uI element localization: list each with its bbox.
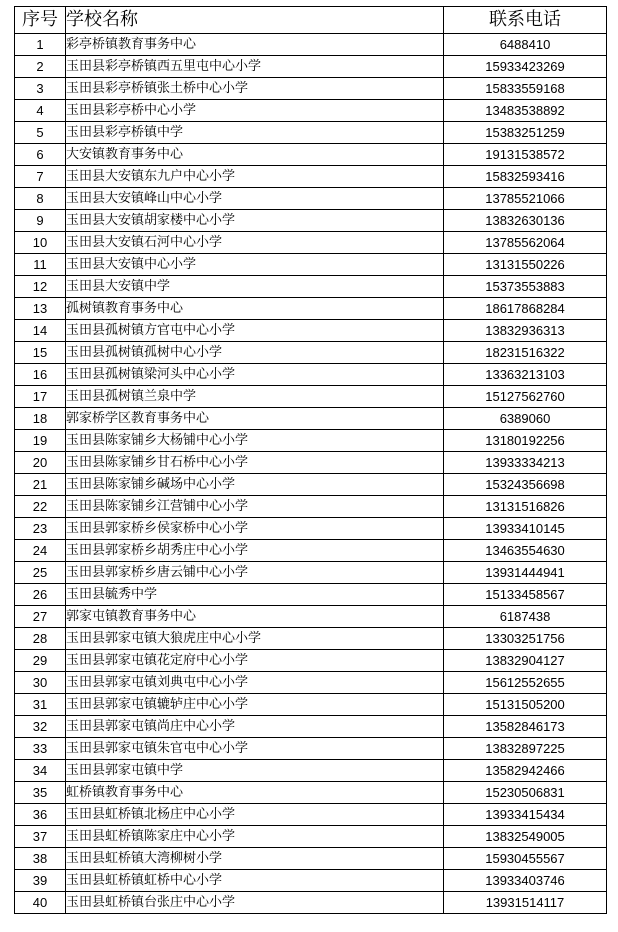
phone-number: 13785562064 (444, 232, 607, 254)
school-contact-table (14, 6, 607, 914)
table-row (15, 738, 607, 760)
row-number: 40 (15, 892, 66, 914)
table-row (15, 848, 607, 870)
phone-number: 6187438 (444, 606, 607, 628)
row-number: 4 (15, 100, 66, 122)
school-name: 玉田县大安镇峰山中心小学 (66, 188, 444, 210)
school-name: 玉田县郭家屯镇花定府中心小学 (66, 650, 444, 672)
phone-number: 13933410145 (444, 518, 607, 540)
row-number: 14 (15, 320, 66, 342)
row-number: 16 (15, 364, 66, 386)
table-row (15, 408, 607, 430)
school-name: 玉田县陈家铺乡大杨铺中心小学 (66, 430, 444, 452)
school-name: 玉田县虹桥镇大湾柳树小学 (66, 848, 444, 870)
phone-number: 13463554630 (444, 540, 607, 562)
table-row (15, 276, 607, 298)
school-name: 玉田县郭家桥乡侯家桥中心小学 (66, 518, 444, 540)
phone-number: 13131516826 (444, 496, 607, 518)
table-row (15, 452, 607, 474)
school-name: 玉田县郭家屯镇辘轳庄中心小学 (66, 694, 444, 716)
row-number: 22 (15, 496, 66, 518)
row-number: 29 (15, 650, 66, 672)
phone-number: 6389060 (444, 408, 607, 430)
phone-number: 15127562760 (444, 386, 607, 408)
row-number: 8 (15, 188, 66, 210)
row-number: 35 (15, 782, 66, 804)
phone-number: 13931444941 (444, 562, 607, 584)
table-row (15, 562, 607, 584)
row-number: 23 (15, 518, 66, 540)
phone-number: 13483538892 (444, 100, 607, 122)
table-row (15, 716, 607, 738)
school-name: 玉田县孤树镇兰泉中学 (66, 386, 444, 408)
phone-number: 13582846173 (444, 716, 607, 738)
table-row (15, 474, 607, 496)
table-row (15, 826, 607, 848)
school-name: 玉田县陈家铺乡江营铺中心小学 (66, 496, 444, 518)
phone-number: 13832936313 (444, 320, 607, 342)
phone-number: 13933334213 (444, 452, 607, 474)
table-row (15, 166, 607, 188)
phone-number: 13832897225 (444, 738, 607, 760)
school-name: 玉田县郭家桥乡唐云铺中心小学 (66, 562, 444, 584)
row-number: 31 (15, 694, 66, 716)
table-row (15, 78, 607, 100)
column-header-number: 序号 (15, 7, 66, 34)
row-number: 6 (15, 144, 66, 166)
column-header-school-name: 学校名称 (66, 7, 444, 34)
row-number: 9 (15, 210, 66, 232)
table-row (15, 232, 607, 254)
phone-number: 15833559168 (444, 78, 607, 100)
row-number: 33 (15, 738, 66, 760)
row-number: 20 (15, 452, 66, 474)
row-number: 19 (15, 430, 66, 452)
row-number: 5 (15, 122, 66, 144)
school-name: 玉田县孤树镇孤树中心小学 (66, 342, 444, 364)
table-row (15, 892, 607, 914)
row-number: 26 (15, 584, 66, 606)
row-number: 2 (15, 56, 66, 78)
phone-number: 13180192256 (444, 430, 607, 452)
school-name: 玉田县郭家屯镇中学 (66, 760, 444, 782)
phone-number: 15930455567 (444, 848, 607, 870)
phone-number: 15832593416 (444, 166, 607, 188)
row-number: 17 (15, 386, 66, 408)
row-number: 37 (15, 826, 66, 848)
school-name: 玉田县彩亭桥镇张土桥中心小学 (66, 78, 444, 100)
phone-number: 13832630136 (444, 210, 607, 232)
phone-number: 13582942466 (444, 760, 607, 782)
school-name: 玉田县虹桥镇北杨庄中心小学 (66, 804, 444, 826)
phone-number: 13832904127 (444, 650, 607, 672)
table-row (15, 144, 607, 166)
table-row (15, 320, 607, 342)
phone-number: 15324356698 (444, 474, 607, 496)
header-row (15, 7, 607, 34)
phone-number: 13931514117 (444, 892, 607, 914)
table-row (15, 804, 607, 826)
table-row (15, 694, 607, 716)
table-row (15, 782, 607, 804)
table-row (15, 386, 607, 408)
phone-number: 15131505200 (444, 694, 607, 716)
row-number: 24 (15, 540, 66, 562)
table-row (15, 188, 607, 210)
row-number: 34 (15, 760, 66, 782)
table-row (15, 56, 607, 78)
phone-number: 13785521066 (444, 188, 607, 210)
phone-number: 15373553883 (444, 276, 607, 298)
school-name: 玉田县陈家铺乡甘石桥中心小学 (66, 452, 444, 474)
table-row (15, 650, 607, 672)
school-name: 玉田县郭家桥乡胡秀庄中心小学 (66, 540, 444, 562)
row-number: 28 (15, 628, 66, 650)
row-number: 36 (15, 804, 66, 826)
row-number: 12 (15, 276, 66, 298)
school-name: 玉田县郭家屯镇大狼虎庄中心小学 (66, 628, 444, 650)
row-number: 13 (15, 298, 66, 320)
school-name: 玉田县大安镇石河中心小学 (66, 232, 444, 254)
phone-number: 15133458567 (444, 584, 607, 606)
school-name: 玉田县大安镇胡家楼中心小学 (66, 210, 444, 232)
table-row (15, 342, 607, 364)
table-row (15, 298, 607, 320)
table-row (15, 628, 607, 650)
school-name: 玉田县虹桥镇台张庄中心小学 (66, 892, 444, 914)
school-name: 玉田县毓秀中学 (66, 584, 444, 606)
phone-number: 15933423269 (444, 56, 607, 78)
phone-number: 15383251259 (444, 122, 607, 144)
school-name: 郭家桥学区教育事务中心 (66, 408, 444, 430)
school-name: 玉田县郭家屯镇刘典屯中心小学 (66, 672, 444, 694)
school-name: 大安镇教育事务中心 (66, 144, 444, 166)
row-number: 7 (15, 166, 66, 188)
phone-number: 13933415434 (444, 804, 607, 826)
row-number: 3 (15, 78, 66, 100)
row-number: 27 (15, 606, 66, 628)
table-row (15, 34, 607, 56)
table-row (15, 100, 607, 122)
row-number: 10 (15, 232, 66, 254)
school-name: 玉田县彩亭桥中心小学 (66, 100, 444, 122)
school-name: 玉田县彩亭桥镇西五里屯中心小学 (66, 56, 444, 78)
table-row (15, 760, 607, 782)
school-name: 玉田县虹桥镇虹桥中心小学 (66, 870, 444, 892)
school-name: 玉田县陈家铺乡碱场中心小学 (66, 474, 444, 496)
school-name: 玉田县孤树镇梁河头中心小学 (66, 364, 444, 386)
table-row (15, 606, 607, 628)
table-row (15, 254, 607, 276)
row-number: 1 (15, 34, 66, 56)
phone-number: 13832549005 (444, 826, 607, 848)
school-name: 玉田县大安镇东九户中心小学 (66, 166, 444, 188)
table-row (15, 430, 607, 452)
school-contact-sheet (14, 6, 606, 914)
school-name: 玉田县大安镇中心小学 (66, 254, 444, 276)
table-row (15, 496, 607, 518)
table-row (15, 210, 607, 232)
table-body (15, 34, 607, 914)
school-name: 玉田县大安镇中学 (66, 276, 444, 298)
table-row (15, 540, 607, 562)
school-name: 彩亭桥镇教育事务中心 (66, 34, 444, 56)
school-name: 玉田县孤树镇方官屯中心小学 (66, 320, 444, 342)
school-name: 玉田县虹桥镇陈家庄中心小学 (66, 826, 444, 848)
row-number: 38 (15, 848, 66, 870)
phone-number: 18231516322 (444, 342, 607, 364)
table-row (15, 122, 607, 144)
phone-number: 6488410 (444, 34, 607, 56)
row-number: 11 (15, 254, 66, 276)
school-name: 郭家屯镇教育事务中心 (66, 606, 444, 628)
phone-number: 18617868284 (444, 298, 607, 320)
row-number: 21 (15, 474, 66, 496)
school-name: 玉田县郭家屯镇尚庄中心小学 (66, 716, 444, 738)
row-number: 15 (15, 342, 66, 364)
phone-number: 15230506831 (444, 782, 607, 804)
table-row (15, 870, 607, 892)
column-header-phone: 联系电话 (444, 7, 607, 34)
table-row (15, 584, 607, 606)
phone-number: 13363213103 (444, 364, 607, 386)
phone-number: 19131538572 (444, 144, 607, 166)
phone-number: 15612552655 (444, 672, 607, 694)
school-name: 孤树镇教育事务中心 (66, 298, 444, 320)
table-row (15, 672, 607, 694)
row-number: 30 (15, 672, 66, 694)
phone-number: 13131550226 (444, 254, 607, 276)
school-name: 虹桥镇教育事务中心 (66, 782, 444, 804)
school-name: 玉田县彩亭桥镇中学 (66, 122, 444, 144)
row-number: 32 (15, 716, 66, 738)
row-number: 39 (15, 870, 66, 892)
table-row (15, 518, 607, 540)
table-row (15, 364, 607, 386)
row-number: 18 (15, 408, 66, 430)
phone-number: 13933403746 (444, 870, 607, 892)
school-name: 玉田县郭家屯镇朱官屯中心小学 (66, 738, 444, 760)
phone-number: 13303251756 (444, 628, 607, 650)
row-number: 25 (15, 562, 66, 584)
